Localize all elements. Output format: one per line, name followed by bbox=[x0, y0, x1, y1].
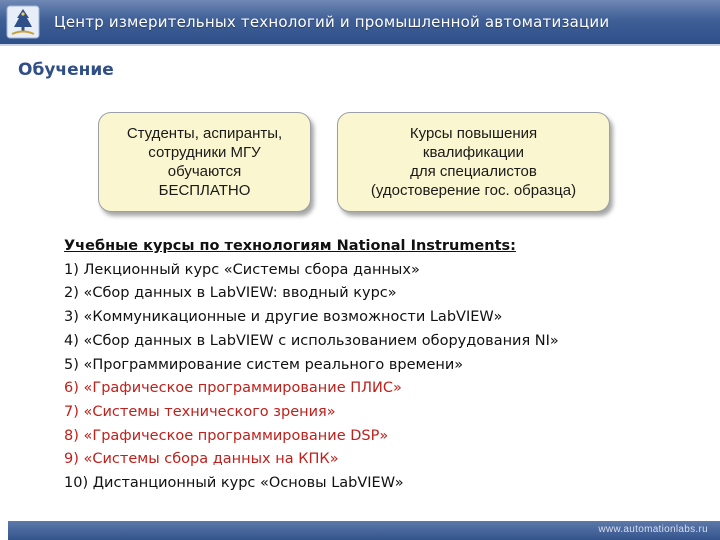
course-item: 4) «Сбор данных в LabVIEW с использованием оборудования NI» bbox=[64, 332, 559, 349]
header-title: Центр измерительных технологий и промышленной автоматизации bbox=[54, 13, 610, 31]
free-training-text: Студенты, аспиранты, сотрудники МГУ обучаются БЕСПЛАТНО bbox=[126, 125, 283, 199]
course-item: 10) Дистанционный курс «Основы LabVIEW» bbox=[64, 475, 404, 492]
courses-list bbox=[64, 235, 704, 496]
professional-courses-text: Курсы повышения квалификации для специалистов (удостоверение гос. образца) bbox=[370, 125, 577, 199]
course-item: 3) «Коммуникационные и другие возможности LabVIEW» bbox=[64, 309, 503, 326]
course-item: 6) «Графическое программирование ПЛИС» bbox=[64, 380, 402, 397]
free-training-box bbox=[98, 112, 311, 212]
course-item: 5) «Программирование систем реального времени» bbox=[64, 356, 464, 373]
course-item: 9) «Системы сбора данных на КПК» bbox=[64, 451, 339, 468]
footer-url: www.automationlabs.ru bbox=[598, 524, 708, 535]
footer-bar bbox=[8, 521, 720, 540]
professional-courses-box bbox=[337, 112, 610, 212]
course-item: 8) «Графическое программирование DSP» bbox=[64, 427, 389, 444]
courses-heading: Учебные курсы по технологиям National Instruments: bbox=[64, 238, 516, 254]
course-item: 1) Лекционный курс «Системы сбора данных» bbox=[64, 261, 420, 278]
course-item: 7) «Системы технического зрения» bbox=[64, 403, 336, 420]
course-item: 2) «Сбор данных в LabVIEW: вводный курс» bbox=[64, 285, 397, 302]
university-emblem-icon bbox=[6, 5, 40, 39]
header-bar bbox=[0, 0, 720, 46]
section-title: Обучение bbox=[18, 60, 114, 80]
